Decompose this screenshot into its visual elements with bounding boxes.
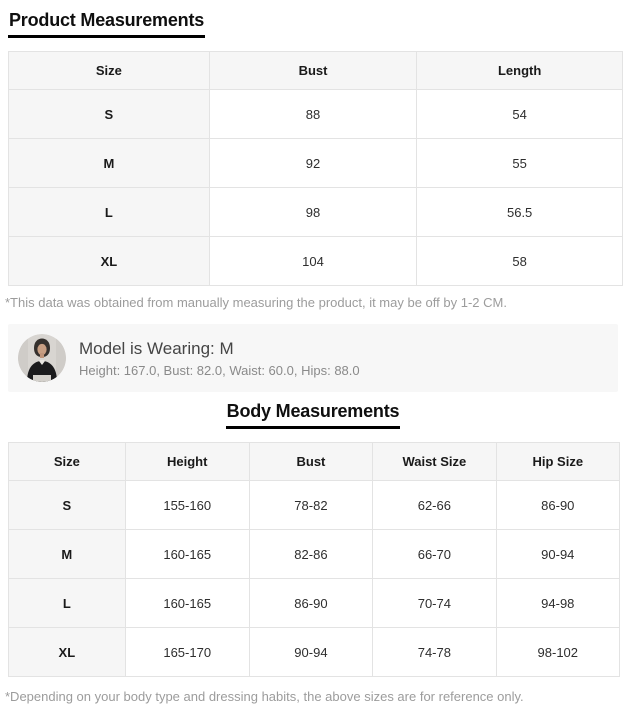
table-row — [9, 530, 620, 579]
value-cell: 56.5 — [417, 188, 623, 237]
column-header-hip-size: Hip Size — [496, 443, 619, 481]
column-header-waist-size: Waist Size — [373, 443, 496, 481]
value-cell: 90-94 — [249, 628, 372, 677]
model-text-block — [79, 338, 360, 378]
value-cell: 160-165 — [125, 579, 249, 628]
size-cell: M — [9, 139, 210, 188]
column-header-height: Height — [125, 443, 249, 481]
table-row — [9, 628, 620, 677]
value-cell: 92 — [209, 139, 417, 188]
table-row — [9, 139, 623, 188]
model-info-card — [8, 324, 618, 392]
value-cell: 98-102 — [496, 628, 619, 677]
size-cell: S — [9, 481, 126, 530]
value-cell: 104 — [209, 237, 417, 286]
table-row — [9, 237, 623, 286]
product-measurements-title: Product Measurements — [8, 10, 205, 38]
model-photo-icon — [18, 334, 66, 382]
column-header-size: Size — [9, 52, 210, 90]
model-stats: Height: 167.0, Bust: 82.0, Waist: 60.0, Hips: 88.0 — [79, 363, 360, 378]
value-cell: 88 — [209, 90, 417, 139]
product-measurement-note: *This data was obtained from manually measuring the product, it may be off by 1-2 CM. — [5, 295, 507, 310]
column-header-bust: Bust — [249, 443, 372, 481]
value-cell: 86-90 — [249, 579, 372, 628]
value-cell: 155-160 — [125, 481, 249, 530]
value-cell: 82-86 — [249, 530, 372, 579]
value-cell: 165-170 — [125, 628, 249, 677]
value-cell: 94-98 — [496, 579, 619, 628]
value-cell: 98 — [209, 188, 417, 237]
model-avatar-photo — [18, 334, 66, 382]
product-measurements-table — [8, 51, 623, 286]
body-measurements-title: Body Measurements — [226, 401, 401, 429]
size-cell: L — [9, 579, 126, 628]
table-row — [9, 481, 620, 530]
body-measurement-note: *Depending on your body type and dressing habits, the above sizes are for reference only. — [5, 689, 524, 704]
value-cell: 160-165 — [125, 530, 249, 579]
size-cell: S — [9, 90, 210, 139]
body-measurements-table — [8, 442, 620, 677]
size-cell: XL — [9, 237, 210, 286]
column-header-length: Length — [417, 52, 623, 90]
value-cell: 90-94 — [496, 530, 619, 579]
table-header-row — [9, 52, 623, 90]
value-cell: 58 — [417, 237, 623, 286]
table-row — [9, 90, 623, 139]
value-cell: 78-82 — [249, 481, 372, 530]
product-measurements-header — [8, 10, 618, 38]
value-cell: 54 — [417, 90, 623, 139]
size-cell: L — [9, 188, 210, 237]
value-cell: 62-66 — [373, 481, 496, 530]
column-header-bust: Bust — [209, 52, 417, 90]
value-cell: 74-78 — [373, 628, 496, 677]
value-cell: 70-74 — [373, 579, 496, 628]
table-row — [9, 579, 620, 628]
value-cell: 66-70 — [373, 530, 496, 579]
column-header-size: Size — [9, 443, 126, 481]
table-header-row — [9, 443, 620, 481]
value-cell: 55 — [417, 139, 623, 188]
value-cell: 86-90 — [496, 481, 619, 530]
size-cell: M — [9, 530, 126, 579]
table-row — [9, 188, 623, 237]
size-cell: XL — [9, 628, 126, 677]
body-measurements-header — [8, 401, 618, 429]
model-wearing-label: Model is Wearing: M — [79, 339, 234, 358]
